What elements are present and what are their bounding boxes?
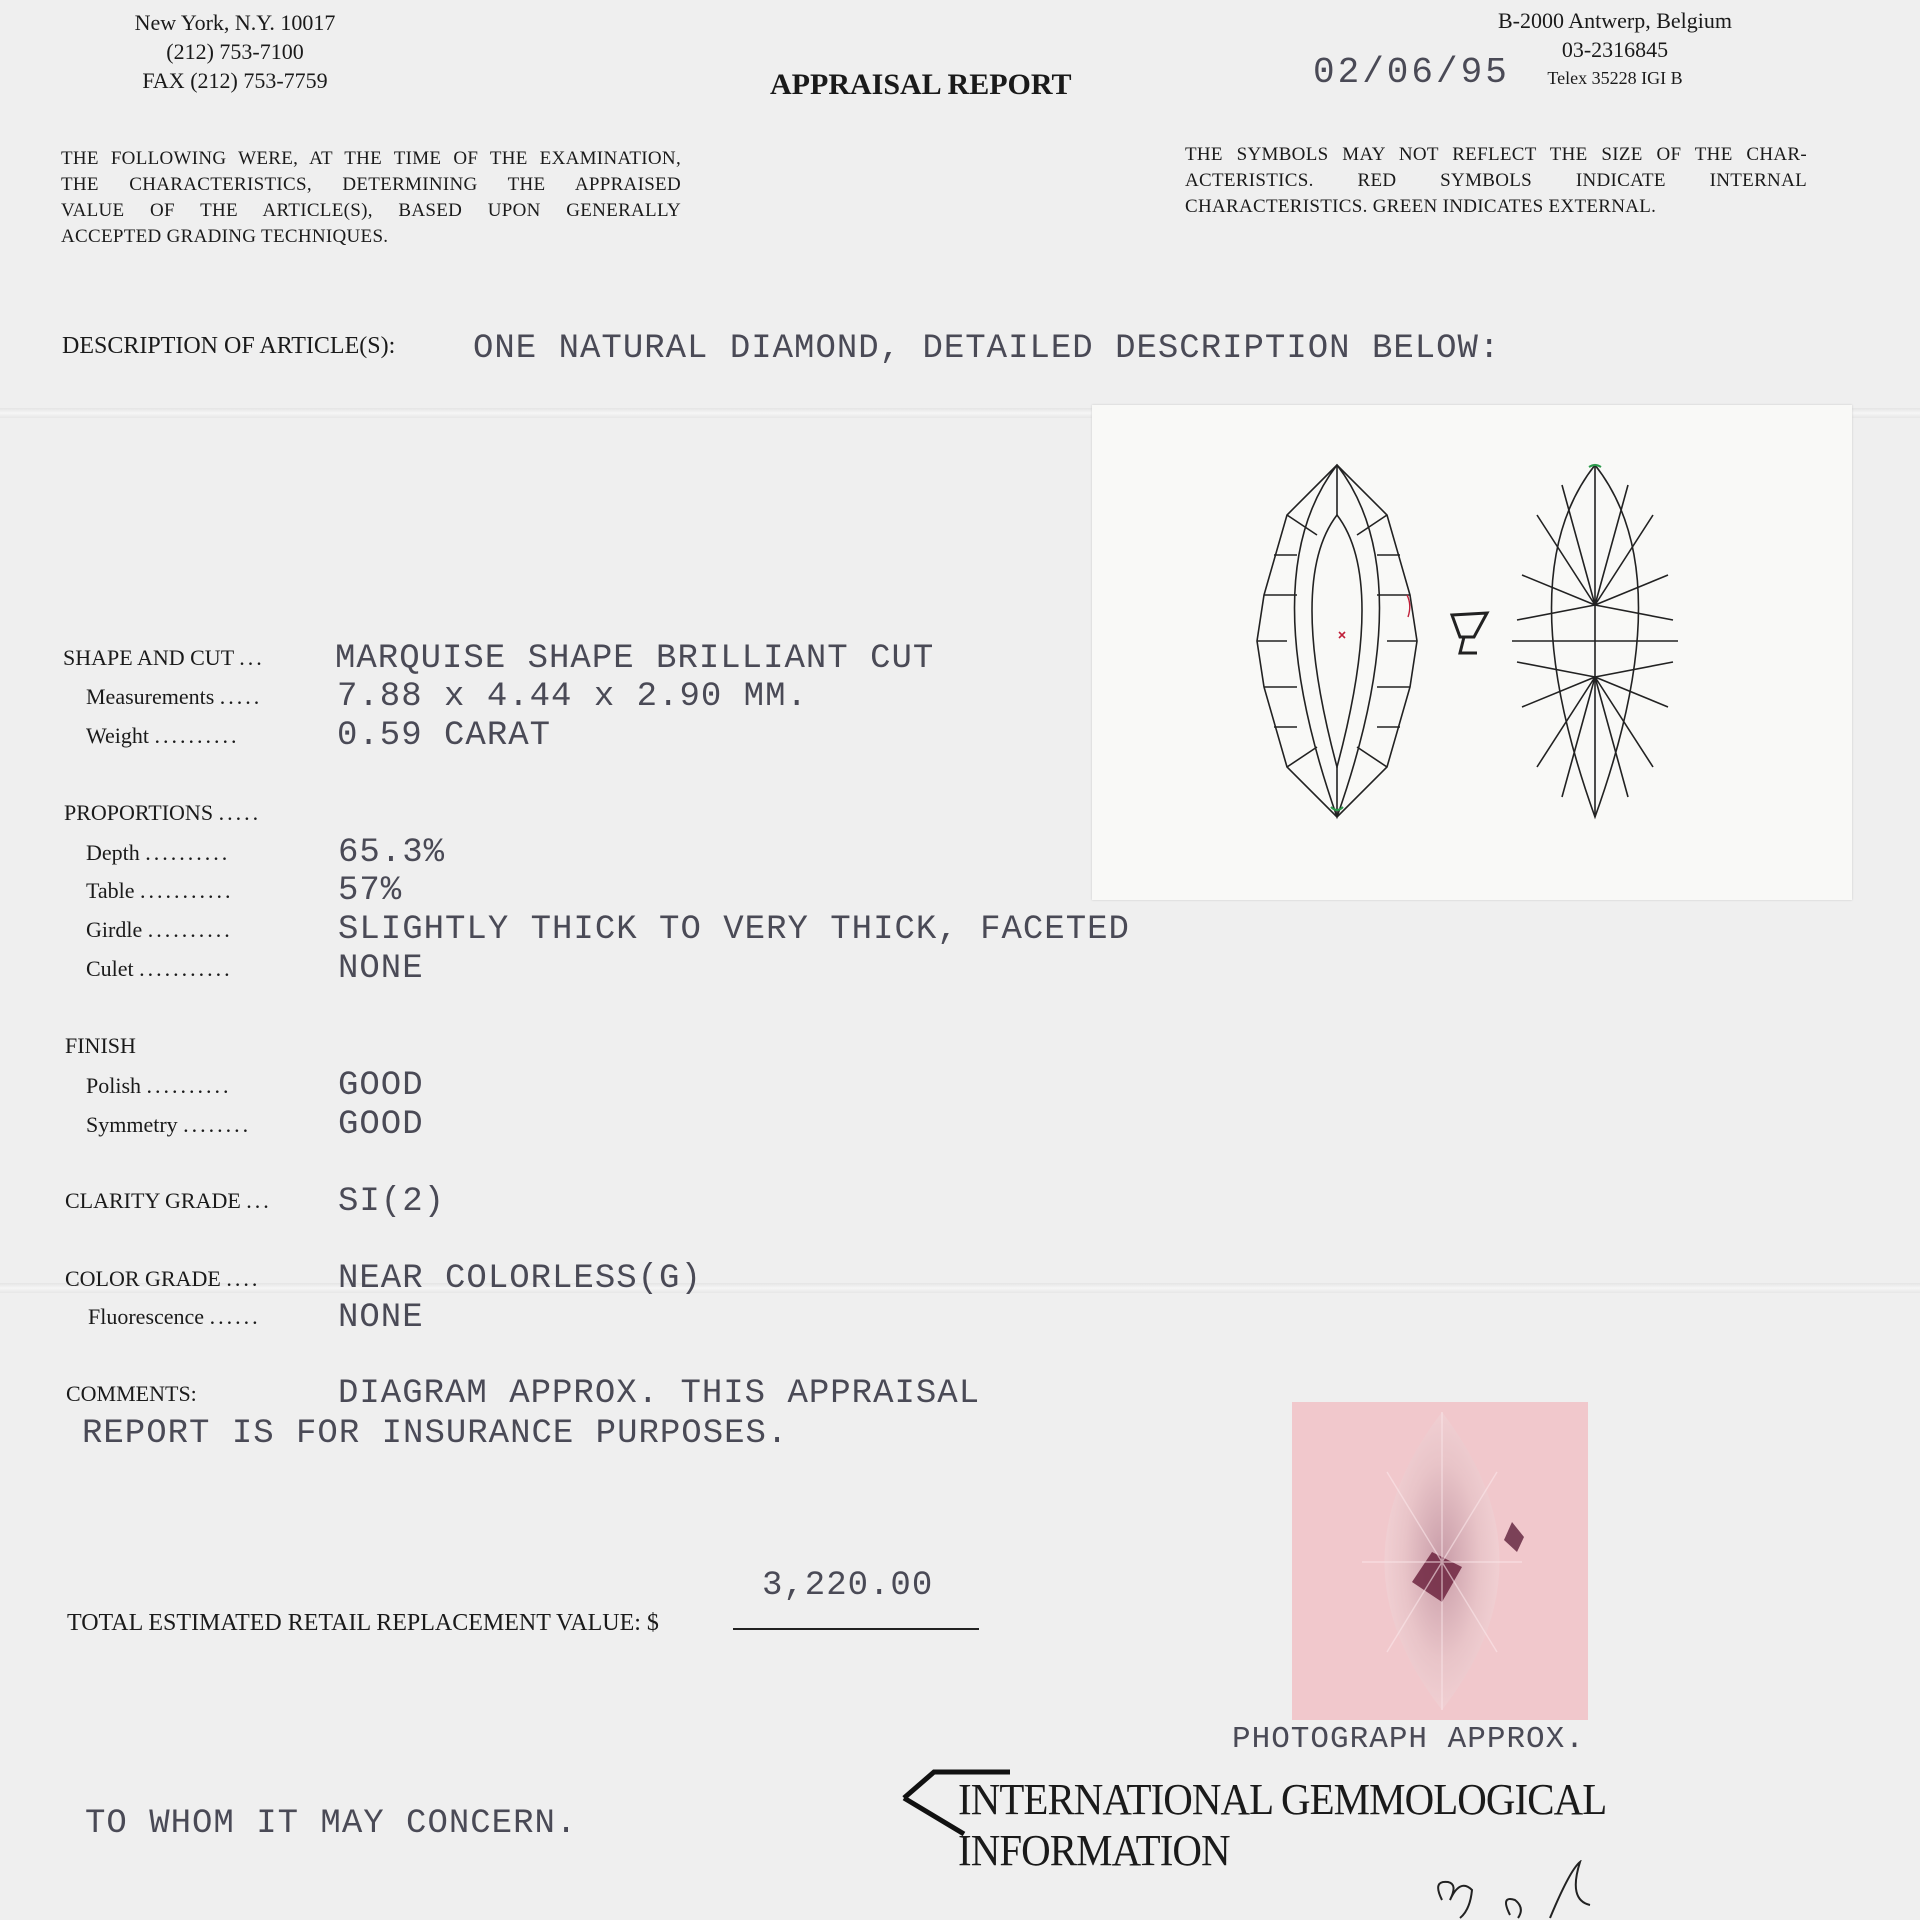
girdle-symbol xyxy=(1452,613,1487,653)
table-value: 57% xyxy=(338,872,403,910)
phone-line: (212) 753-7100 xyxy=(166,39,304,64)
diamond-photograph xyxy=(1292,1402,1588,1720)
intro-line: THE SYMBOLS MAY NOT REFLECT THE SIZE OF THE CHAR- xyxy=(1185,144,1807,165)
shape-label: SHAPE AND CUT xyxy=(63,645,234,670)
leader-dots: .......... xyxy=(145,840,231,865)
leader-dots: ..... xyxy=(219,684,263,709)
diamond-diagram-card xyxy=(1092,405,1852,900)
leader-dots: ........... xyxy=(140,878,234,903)
internal-mark xyxy=(1407,595,1410,617)
photo-gem-image xyxy=(1292,1402,1588,1720)
symmetry-label: Symmetry xyxy=(86,1112,178,1137)
weight-value: 0.59 CARAT xyxy=(337,717,552,755)
header-left-address xyxy=(95,8,375,95)
culet-value: NONE xyxy=(338,950,424,988)
fluorescence-value: NONE xyxy=(338,1299,424,1337)
polish-value: GOOD xyxy=(338,1067,424,1105)
comments-line-2: REPORT IS FOR INSURANCE PURPOSES. xyxy=(82,1415,789,1453)
table-label: Table xyxy=(86,878,135,903)
clarity-value: SI(2) xyxy=(338,1183,446,1221)
intro-line: THE FOLLOWING WERE, AT THE TIME OF THE EXAMINATION, xyxy=(61,148,681,169)
marquise-plot-diagram xyxy=(1092,405,1852,900)
intro-line: CHARACTERISTICS. GREEN INDICATES EXTERNAL. xyxy=(1185,196,1657,217)
table-label-row xyxy=(86,878,234,904)
weight-label-row xyxy=(86,723,240,749)
intro-line: ACCEPTED GRADING TECHNIQUES. xyxy=(61,226,389,247)
pavilion-view xyxy=(1512,465,1678,817)
girdle-label-row xyxy=(86,917,233,943)
symmetry-label-row xyxy=(86,1112,251,1138)
leader-dots: .......... xyxy=(147,917,233,942)
measurements-value: 7.88 x 4.44 x 2.90 MM. xyxy=(337,678,808,716)
symmetry-value: GOOD xyxy=(338,1106,424,1144)
address-line: New York, N.Y. 10017 xyxy=(134,10,336,35)
intro-line: ACTERISTICS. RED SYMBOLS INDICATE INTERNAL xyxy=(1185,170,1807,191)
header-right-address xyxy=(1470,6,1760,93)
leader-dots: ... xyxy=(239,645,265,670)
fluorescence-label-row xyxy=(88,1304,261,1330)
culet-label: Culet xyxy=(86,956,134,981)
description-value: ONE NATURAL DIAMOND, DETAILED DESCRIPTION BELOW: xyxy=(473,330,1501,368)
internal-mark xyxy=(1339,632,1345,638)
weight-label: Weight xyxy=(86,723,149,748)
intro-line: VALUE OF THE ARTICLE(S), BASED UPON GENERALLY xyxy=(61,200,681,221)
clarity-label-row xyxy=(65,1188,272,1214)
photo-caption: PHOTOGRAPH APPROX. xyxy=(1232,1722,1585,1757)
leader-dots: .......... xyxy=(154,723,240,748)
leader-dots: ........... xyxy=(139,956,233,981)
color-label: COLOR GRADE xyxy=(65,1266,221,1291)
girdle-label: Girdle xyxy=(86,917,143,942)
telex-line: Telex 35228 IGI B xyxy=(1547,68,1683,88)
intro-left-paragraph xyxy=(61,146,681,250)
value-amount: 3,220.00 xyxy=(762,1567,934,1605)
leader-dots: ... xyxy=(246,1188,272,1213)
issuer-logo xyxy=(900,1768,1820,1875)
proportions-label: PROPORTIONS xyxy=(64,800,214,825)
leader-dots: .......... xyxy=(146,1073,232,1098)
leader-dots: ...... xyxy=(209,1304,261,1329)
phone-line: 03-2316845 xyxy=(1561,37,1669,62)
comments-line-1: DIAGRAM APPROX. THIS APPRAISAL xyxy=(338,1375,981,1413)
fax-line: FAX (212) 753-7759 xyxy=(142,68,328,93)
culet-label-row xyxy=(86,956,233,982)
report-date: 02/06/95 xyxy=(1313,52,1510,93)
value-underline xyxy=(733,1628,979,1630)
fluorescence-label: Fluorescence xyxy=(88,1304,205,1329)
intro-line: THE CHARACTERISTICS, DETERMINING THE APPRAISED xyxy=(61,174,681,195)
girdle-value: SLIGHTLY THICK TO VERY THICK, FACETED xyxy=(338,911,1130,949)
description-label: DESCRIPTION OF ARTICLE(S): xyxy=(62,333,396,359)
polish-label: Polish xyxy=(86,1073,142,1098)
polish-label-row xyxy=(86,1073,232,1099)
measurements-label: Measurements xyxy=(86,684,215,709)
signature xyxy=(1430,1860,1630,1920)
page-title: APPRAISAL REPORT xyxy=(770,68,1072,101)
intro-right-paragraph xyxy=(1185,142,1807,220)
clarity-label: CLARITY GRADE xyxy=(65,1188,241,1213)
depth-label: Depth xyxy=(86,840,140,865)
proportions-label-row xyxy=(64,800,261,826)
depth-value: 65.3% xyxy=(338,834,446,872)
crown-view xyxy=(1257,465,1417,817)
value-label: TOTAL ESTIMATED RETAIL REPLACEMENT VALUE: $ xyxy=(67,1610,659,1636)
issuer-name: INTERNATIONAL GEMMOLOGICAL INFORMATION xyxy=(958,1775,1605,1875)
paper-fold xyxy=(0,1283,1920,1293)
depth-label-row xyxy=(86,840,230,866)
leader-dots: .... xyxy=(226,1266,261,1291)
leader-dots: ..... xyxy=(218,800,262,825)
leader-dots: ........ xyxy=(183,1112,252,1137)
address-line: B-2000 Antwerp, Belgium xyxy=(1497,8,1733,33)
color-label-row xyxy=(65,1266,260,1292)
shape-label-row xyxy=(63,645,265,671)
color-value: NEAR COLORLESS(G) xyxy=(338,1260,702,1298)
comments-label: COMMENTS: xyxy=(66,1381,197,1406)
closing-salutation: TO WHOM IT MAY CONCERN. xyxy=(85,1805,578,1843)
shape-value: MARQUISE SHAPE BRILLIANT CUT xyxy=(335,640,935,678)
measurements-label-row xyxy=(86,684,262,710)
finish-label: FINISH xyxy=(65,1033,136,1058)
